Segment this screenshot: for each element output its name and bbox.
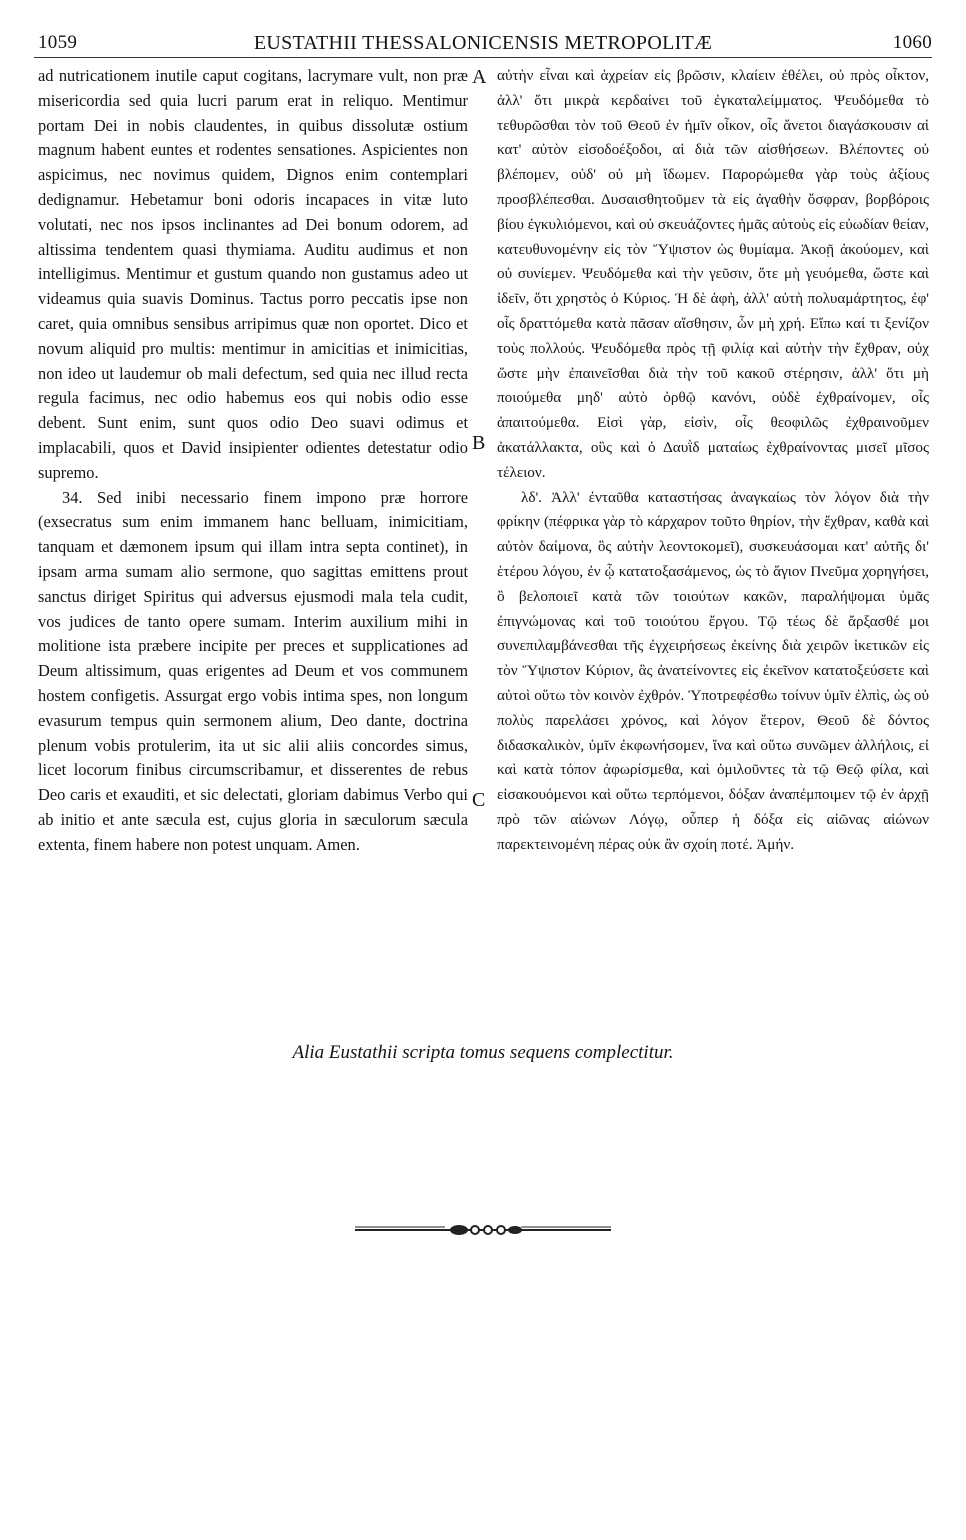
latin-paragraph: 34. Sed inibi necessario finem impono præ horrore (exsecratus sum enim immanem hanc belluam, inimicitiam, tanquam et dæmonem ipsum qui illam intra septa continet), in ipsam arma sumam alio sermone, quo sagittas emittens prout sanctus diriget Spiritus qui adversus ejusmodi mala tela cudit, vos judices de tanto opere sumam. Interim auxilium mihi in molitione ista præbere incipite per preces et supplicationes ad Deum altissimum, quas erigentes ad Deum et vos communem hostem configetis. Assurgat ergo vobis intima spes, non longum evasurum tempus quin sermonem alium, Deo dante, doctrina plenum vobis protulerim, ita ut sic alii aliis concordes simus, licet locorum finibus circumscribamur, et disserentes de rebus Deo caris et exauditi, et sic delectati, gloriam dabimus Verbo qui ab initio et ante sæcula est, cujus gloria in sæculorum sæcula extenta, finem habere non potest unquam. Amen.: [38, 487, 468, 854]
ornament-divider: [355, 1220, 611, 1240]
closing-note: Alia Eustathii scripta tomus sequens complectitur.: [292, 1042, 674, 1063]
page-number-right: 1060: [892, 32, 932, 53]
latin-paragraph: ad nutricationem inutile caput cogitans, lacrymare vult, non præ misericordia sed quia lucri parum erat in reliquo. Mentimur portam Dei in nobis claudentes, in quibus dissolutæ ostium magnum habent euntes et rodentes sensationes. Aspicientes non aspicimus, nec novimus quidem, Dignos enim contemplari dedignamur. Hebetamur boni odoris incapaces in vitæ luto volutati, nec nos ipsos inclinantes ad Dei bonum odorem, ad altissima tendentem quasi thymiama. Auditu audimus et non intelligimus. Mentimur et gustum quando non gustamus adeo ut videamus quia suavis Dominus. Tactus porro peccatis ipse non caret, quia omnibus sensibus arripimus quæ non oportet. Dico et novum aliquid pro multis: mentimur in amicitias et inimicitias, non ideo ut laudemur ob mali defectum, sed quia nec illud recta regula facimus, nec odio habemus eos qui nobis odio esse debent. Sunt enim, sunt quos odio Deo suavi odimus et implacabili, quos et David insipienter odientes detestatur odio supremo.: [38, 66, 468, 482]
margin-letter-c: C: [472, 789, 486, 811]
greek-column: [497, 64, 929, 858]
header-rule: [34, 57, 932, 58]
running-title: EUSTATHII THESSALONICENSIS METROPOLITÆ: [253, 32, 713, 54]
greek-paragraph: αὐτὴν εἶναι καὶ ἀχρείαν εἰς βρῶσιν, κλαίειν ἐθέλει, οὐ πρὸς οἶκτον, ἀλλ' ὅτι μικρὰ κερδαίνει τοῦ ἐγκαταλείμματος. Ψευδόμεθα τὸ τεθυρῶσθαι τὸν τοῦ Θεοῦ ἐν ἡμῖν οἶκον, οἷς ἄνετοι διαγάσκουσιν αἱ κατ' αὐτὸν εἰσοδοέξοδοι, αἱ διὰ τῶν αἰσθήσεων. Βλέποντες οὐ βλέπομεν, οὐδ' οὐ μὴ ἴδωμεν. Παρορώμεθα γὰρ τοὺς ἀξίους προσβλέπεσθαι. Δυσαισθητοῦμεν τὰ εἰς ἀγαθὴν ὄσφραν, βορβόροις βίου ἐγκυλιόμενοι, καὶ οὐ σκευάζοντες ἡμᾶς αὐτοὺς εἰς εὐωδίαν θείαν, κατευθυνομένην εἰς τὸν Ὕψιστον ὡς θυμίαμα. Ἀκοῇ ἀκούομεν, καὶ οὐ συνίεμεν. Ψευδόμεθα καὶ τὴν γεῦσιν, ὅτε μὴ γευόμεθα, ὥστε καὶ ἰδεῖν, ὅτι χρηστὸς ὁ Κύριος. Ἡ δὲ ἁφὴ, ἀλλ' αὐτὴ πολυαμάρτητος, ἐφ' οἷς δραττόμεθα κατὰ πᾶσαν αἴσθησιν, ὧν μὴ χρή. Εἴπω καί τι ξενίζον τοὺς πολλούς. Ψευδόμεθα πρὸς τῇ φιλίᾳ καὶ αὐτὴν τὴν ἔχθραν, οὐχ ὥστε μὴν ἐπαινεῖσθαι διὰ τὴν τοῦ κακοῦ στέρησιν, ἀλλ' ὅτι μὴ ποιούμεθα μηδ' αὐτὸ ὀρθῷ κανόνι, οὐδὲ ἐχθραίνομεν, οἷς ἀπαιτούμεθα. Εἰσὶ γὰρ, εἰσὶν, οἷς θεοφιλῶς ἐχθραινοῦμεν ἀκατάλλακτα, οὓς καὶ ὁ Δαυῒδ ματαίως ἐχθραίνοντας μισεῖ μῖσος τέλειον.: [497, 67, 929, 481]
page-number-left: 1059: [38, 32, 78, 53]
margin-letter-b: B: [472, 432, 486, 454]
margin-letter-a: A: [472, 66, 487, 88]
latin-column: [38, 64, 468, 858]
greek-paragraph: λδ'. Ἀλλ' ἐνταῦθα καταστήσας ἀναγκαίως τὸν λόγον διὰ τὴν φρίκην (πέφρικα γὰρ τὸ κάρχαρον τοῦτο θηρίον, τὴν ἔχθραν, καθὰ καὶ αὐτὸν δαίμονα, ὃς αὐτὴν λεοντοκομεῖ), συσκευάσομαι κατ' αὐτῆς δι' ἑτέρου λόγου, ἐν ᾧ κατατοξασάμενος, ὡς τὸ ἅγιον Πνεῦμα χορηγήσει, ὃ βελοποιεῖ κατὰ τῶν τοιούτων κακῶν, παραλήψομαι ὑμᾶς ἐπιγνώμονας καὶ τοῦ τοιούτου ἔργου. Τῷ τέως δὲ ἄρξασθέ μοι συνεπιλαμβάνεσθαι τῆς ἐγχειρήσεως ἐκείνης διὰ χειρῶν ἱκετικῶν εἰς τὸν Ὕψιστον Κύριον, ἃς ἀνατείνοντες εἰς ἐκεῖνον κατατοξεύσετε καὶ αὐτοὶ οὕτω τὸν κοινὸν ἐχθρόν. Ὑποτρεφέσθω τοίνυν ὑμῖν ἐλπὶς, ὡς οὐ πολὺς παρελάσει χρόνος, καὶ λόγον ἕτερον, Θεοῦ δὲ δόντος διδασκαλικὸν, ὑμῖν ἐκφωνήσομεν, ἵνα καὶ οὕτω συνῶμεν ἀλλήλοις, εἰ καὶ κατὰ τόπον ἀφωρίσμεθα, καὶ ὁμιλοῦντες τὰ τῷ Θεῷ φίλα, καὶ εἰσακουόμενοι καὶ οὕτω τερπόμενοι, δόξαν ἀναπέμποιμεν τῷ ἐν ἀρχῇ πρὸ τῶν αἰώνων Λόγῳ, οὗπερ ἡ δόξα εἰς αἰῶνας αἰώνων παρεκτεινομένη πέρας οὐκ ἂν σχοίη ποτέ. Ἀμήν.: [497, 488, 929, 853]
